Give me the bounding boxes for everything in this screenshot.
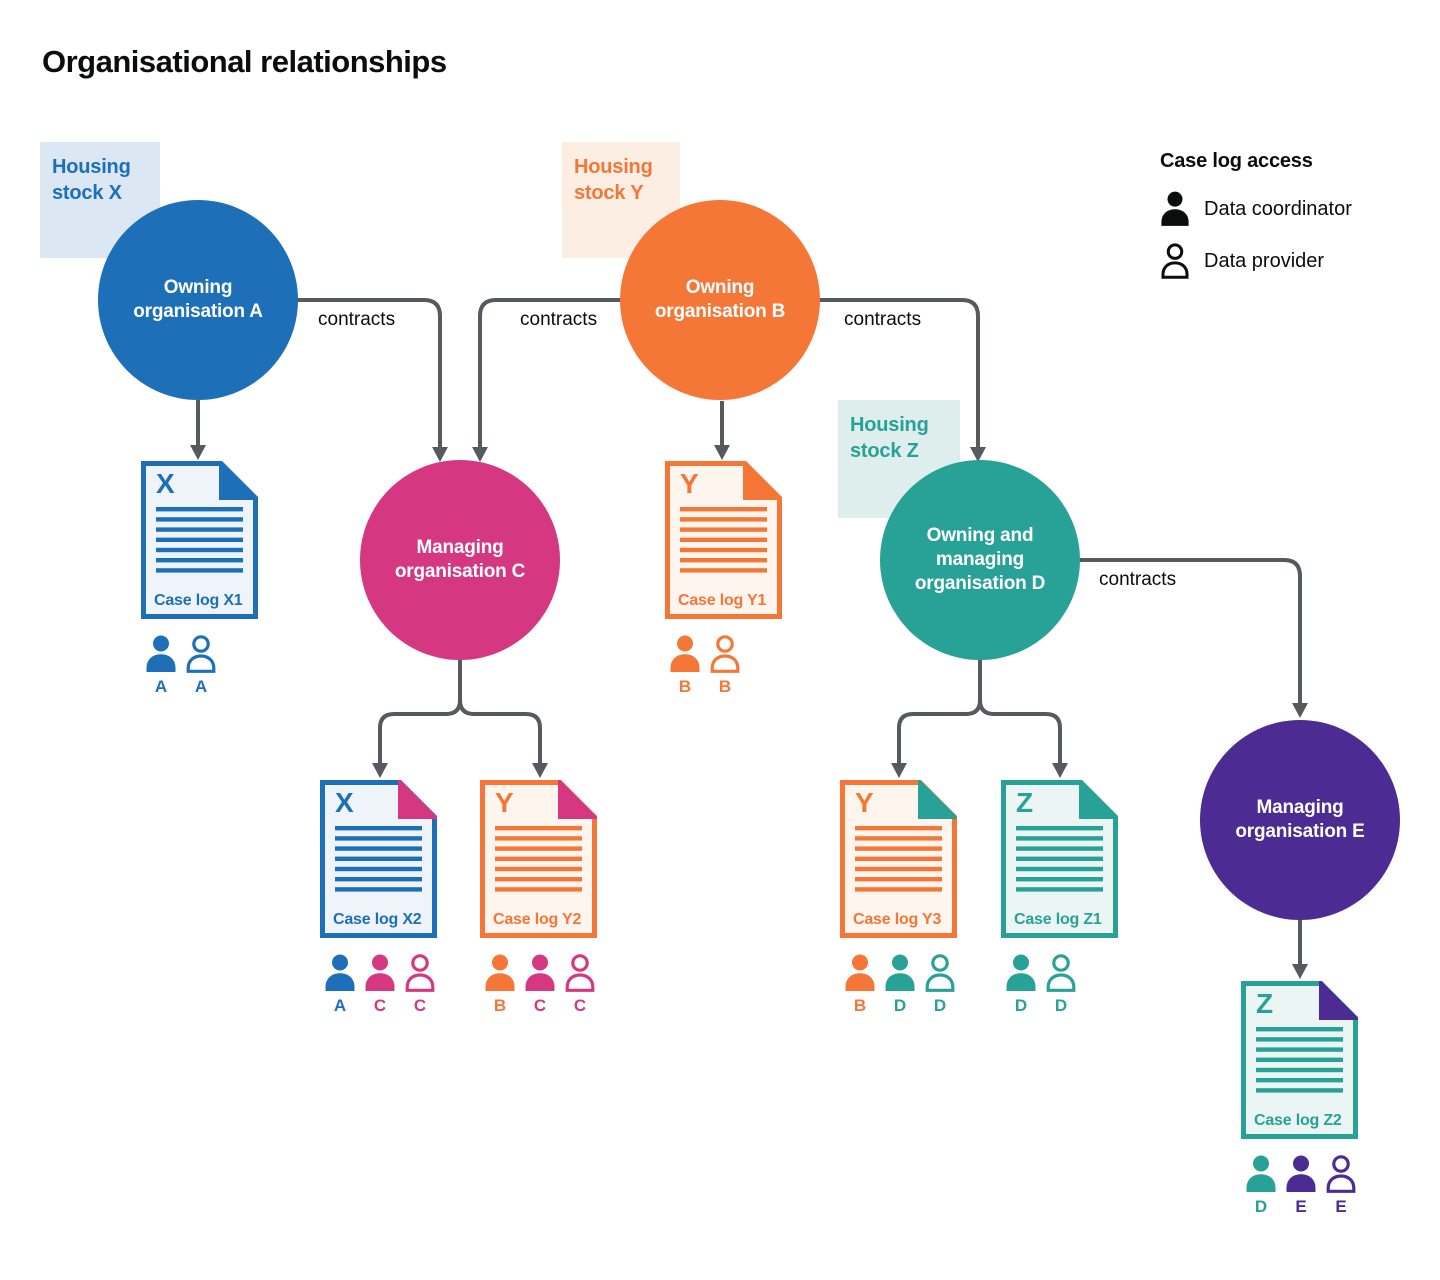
case-log-x1-group — [141, 461, 258, 697]
data-provider-icon — [404, 954, 436, 992]
access-letter: E — [1335, 1197, 1347, 1216]
access-person — [884, 954, 916, 1016]
document-fold — [560, 783, 595, 818]
case-log-y2-document — [480, 780, 597, 938]
case-log-y3-group — [840, 780, 957, 1016]
data-coordinator-icon — [524, 954, 556, 992]
case-log-z2-document — [1241, 981, 1358, 1139]
legend-label: Data coordinator — [1204, 197, 1352, 220]
case-log-x1-document — [141, 461, 258, 619]
document-title: Case log Z1 — [1014, 911, 1102, 928]
case-log-z2-group — [1241, 981, 1358, 1217]
document-letter: Y — [495, 787, 514, 818]
data-coordinator-icon — [1285, 1155, 1317, 1193]
data-provider-icon — [1045, 954, 1077, 992]
housing-stock-x-box: Housing stock X — [40, 142, 160, 258]
access-person — [324, 954, 356, 1016]
org-circle-c: Managing organisation C — [360, 460, 560, 660]
data-coordinator-icon — [1005, 954, 1037, 992]
data-provider-icon — [185, 635, 217, 673]
arrow-d-to-y3 — [899, 659, 980, 765]
contracts-label-b-c: contracts — [520, 309, 598, 330]
access-row-x1 — [141, 635, 258, 697]
access-person — [924, 954, 956, 1016]
data-provider-icon — [1325, 1155, 1357, 1193]
data-coordinator-icon — [844, 954, 876, 992]
case-log-x2-document — [320, 780, 437, 938]
access-person — [1285, 1155, 1317, 1217]
data-coordinator-icon — [884, 954, 916, 992]
access-row-y1 — [665, 635, 782, 697]
case-log-y1-document — [665, 461, 782, 619]
document-fold — [745, 464, 780, 499]
access-row-y2 — [480, 954, 597, 1016]
data-coordinator-icon — [145, 635, 177, 673]
access-letter: C — [533, 996, 547, 1015]
access-person — [1245, 1155, 1277, 1217]
case-log-y2-group — [480, 780, 597, 1016]
document-letter: X — [156, 468, 175, 499]
access-letter: D — [1014, 996, 1028, 1015]
data-provider-icon — [564, 954, 596, 992]
org-circle-a: Owning organisation A — [98, 200, 298, 400]
legend-item-provider — [1160, 243, 1352, 279]
document-letter: Y — [680, 468, 699, 499]
access-person — [484, 954, 516, 1016]
legend-item-coordinator — [1160, 191, 1352, 227]
access-letter: B — [493, 996, 507, 1015]
access-person — [1325, 1155, 1357, 1217]
access-person — [564, 954, 596, 1016]
legend — [1160, 150, 1352, 295]
data-provider-icon — [1160, 243, 1190, 279]
contracts-label-b-d: contracts — [844, 309, 922, 330]
access-letter: D — [1054, 996, 1068, 1015]
access-row-x2 — [320, 954, 437, 1016]
data-coordinator-icon — [324, 954, 356, 992]
data-coordinator-icon — [1160, 191, 1190, 227]
arrow-d-to-z1 — [980, 659, 1060, 765]
document-title: Case log Y2 — [493, 911, 582, 928]
housing-stock-y-box: Housing stock Y — [562, 142, 680, 258]
data-coordinator-icon — [364, 954, 396, 992]
document-letter: Z — [1256, 988, 1274, 1019]
document-fold — [400, 783, 435, 818]
document-letter: Z — [1016, 787, 1034, 818]
case-log-x2-group — [320, 780, 437, 1016]
legend-title: Case log access — [1160, 150, 1313, 172]
access-letter: A — [333, 996, 347, 1015]
housing-stock-z-box: Housing stock Z — [838, 400, 960, 518]
case-log-z1-group — [1001, 780, 1118, 1016]
contracts-label-a-c: contracts — [318, 309, 396, 330]
access-letter: C — [413, 996, 427, 1015]
access-letter: C — [573, 996, 587, 1015]
contracts-label-d-e: contracts — [1099, 569, 1177, 590]
document-fold — [221, 464, 256, 499]
case-log-y3-document — [840, 780, 957, 938]
org-circle-d: Owning and managing organisation D — [880, 460, 1080, 660]
document-title: Case log Y1 — [678, 592, 767, 609]
access-person — [1045, 954, 1077, 1016]
access-person — [145, 635, 177, 697]
access-person — [844, 954, 876, 1016]
document-title: Case log Y3 — [853, 911, 942, 928]
document-fold — [920, 783, 955, 818]
document-title: Case log X2 — [333, 911, 422, 928]
access-person — [185, 635, 217, 697]
document-fold — [1321, 984, 1356, 1019]
access-person — [1005, 954, 1037, 1016]
data-provider-icon — [924, 954, 956, 992]
document-letter: X — [335, 787, 354, 818]
page-title: Organisational relationships — [42, 44, 447, 79]
case-log-z1-document — [1001, 780, 1118, 938]
document-fold — [1081, 783, 1116, 818]
access-person — [669, 635, 701, 697]
access-person — [404, 954, 436, 1016]
document-letter: Y — [855, 787, 874, 818]
access-letter: D — [893, 996, 907, 1015]
access-row-z1 — [1001, 954, 1118, 1016]
access-person — [709, 635, 741, 697]
access-letter: B — [678, 677, 692, 696]
document-title: Case log X1 — [154, 592, 243, 609]
access-letter: B — [718, 677, 732, 696]
access-letter: E — [1295, 1197, 1307, 1216]
legend-label: Data provider — [1204, 249, 1325, 272]
access-letter: C — [373, 996, 387, 1015]
arrow-c-to-x2 — [380, 659, 460, 765]
data-coordinator-icon — [484, 954, 516, 992]
access-row-y3 — [840, 954, 957, 1016]
access-person — [524, 954, 556, 1016]
document-title: Case log Z2 — [1254, 1112, 1342, 1129]
org-circle-e: Managing organisation E — [1200, 720, 1400, 920]
data-coordinator-icon — [1245, 1155, 1277, 1193]
data-coordinator-icon — [669, 635, 701, 673]
access-row-z2 — [1241, 1155, 1358, 1217]
org-circle-b: Owning organisation B — [620, 200, 820, 400]
access-letter: B — [853, 996, 867, 1015]
access-letter: A — [154, 677, 168, 696]
access-letter: D — [1254, 1197, 1268, 1216]
data-provider-icon — [709, 635, 741, 673]
access-letter: D — [933, 996, 947, 1015]
access-letter: A — [194, 677, 208, 696]
arrow-c-to-y2 — [460, 659, 540, 765]
access-person — [364, 954, 396, 1016]
case-log-y1-group — [665, 461, 782, 697]
